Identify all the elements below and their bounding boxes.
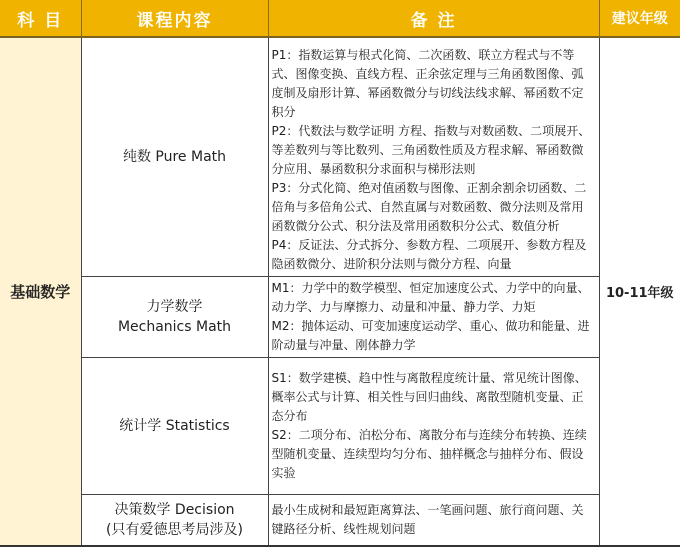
course-cell-statistics <box>81 358 268 495</box>
note-s1: S1：数学建模、趋中性与离散程度统计量、常见统计图像、概率公式与计算、相关性与回归曲线、离散型随机变量、正态分布 <box>271 371 587 423</box>
header-row <box>0 0 680 37</box>
course-name-cn: 决策数学 Decision <box>114 501 235 518</box>
subject-cell: 基础数学 <box>0 37 81 546</box>
note-d1: 最小生成树和最短距离算法、一笔画问题、旅行商问题、关键路径分析、线性规划问题 <box>271 502 584 536</box>
note-p4: P4：反证法、分式拆分、参数方程、二项展开、参数方程及隐函数微分、进阶积分法则与微分方程、向量 <box>271 238 587 271</box>
note-m2: M2：抛体运动、可变加速度运动学、重心、做功和能量、进阶动量与冲量、刚体静力学 <box>271 319 590 352</box>
course-cell-pure-math <box>81 37 268 277</box>
table-row-decision <box>0 495 680 546</box>
notes-cell-statistics <box>268 358 599 495</box>
course-name: 纯数 Pure Math <box>122 149 227 165</box>
table-row-pure-math <box>0 37 680 277</box>
course-name-cn: 力学数学 <box>146 299 203 315</box>
header-grade: 建议年级 <box>599 0 680 37</box>
note-p1: P1：指数运算与根式化简、二次函数、联立方程式与不等式、图像变换、直线方程、正余弦定理与三角函数图像、弧度制及扇形计算、幂函数微分与切线法线求解、幂函数不定积分 <box>271 48 584 119</box>
notes-cell-decision <box>268 495 599 546</box>
note-s2: S2：二项分布、泊松分布、离散分布与连续分布转换、连续型随机变量、连续型均匀分布、抽样概念与抽样分布、假设实验 <box>271 428 587 480</box>
header-course: 课程内容 <box>81 0 268 37</box>
course-cell-mechanics <box>81 277 268 358</box>
header-notes: 备 注 <box>268 0 599 37</box>
table-row-mechanics <box>0 277 680 358</box>
grade-cell: 10-11年级 <box>599 37 680 546</box>
course-name-en: Mechanics Math <box>117 319 232 335</box>
note-p3: P3：分式化简、绝对值函数与图像、正割余割余切函数、二倍角与多倍角公式、自然直属与对数函数、微分法则及常用函数微分公式、积分法及常用函数积分公式、数值分析 <box>271 181 587 233</box>
course-name: 统计学 Statistics <box>119 418 230 434</box>
course-cell-decision <box>81 495 268 546</box>
header-subject: 科 目 <box>0 0 81 37</box>
table-row-statistics <box>0 358 680 495</box>
note-m1: M1：力学中的数学模型、恒定加速度公式、力学中的向量、动力学、力与摩擦力、动量和冲量、静力学、力矩 <box>271 281 590 314</box>
note-p2: P2：代数法与数学证明 方程、指数与对数函数、二项展开、等差数列与等比数列、三角函数性质及方程求解、幂函数微分应用、暴函数积分求面积与梯形法则 <box>271 124 591 176</box>
notes-cell-pure-math <box>268 37 599 277</box>
notes-cell-mechanics <box>268 277 599 358</box>
course-name-note: (只有爱德思考局涉及) <box>106 521 243 538</box>
